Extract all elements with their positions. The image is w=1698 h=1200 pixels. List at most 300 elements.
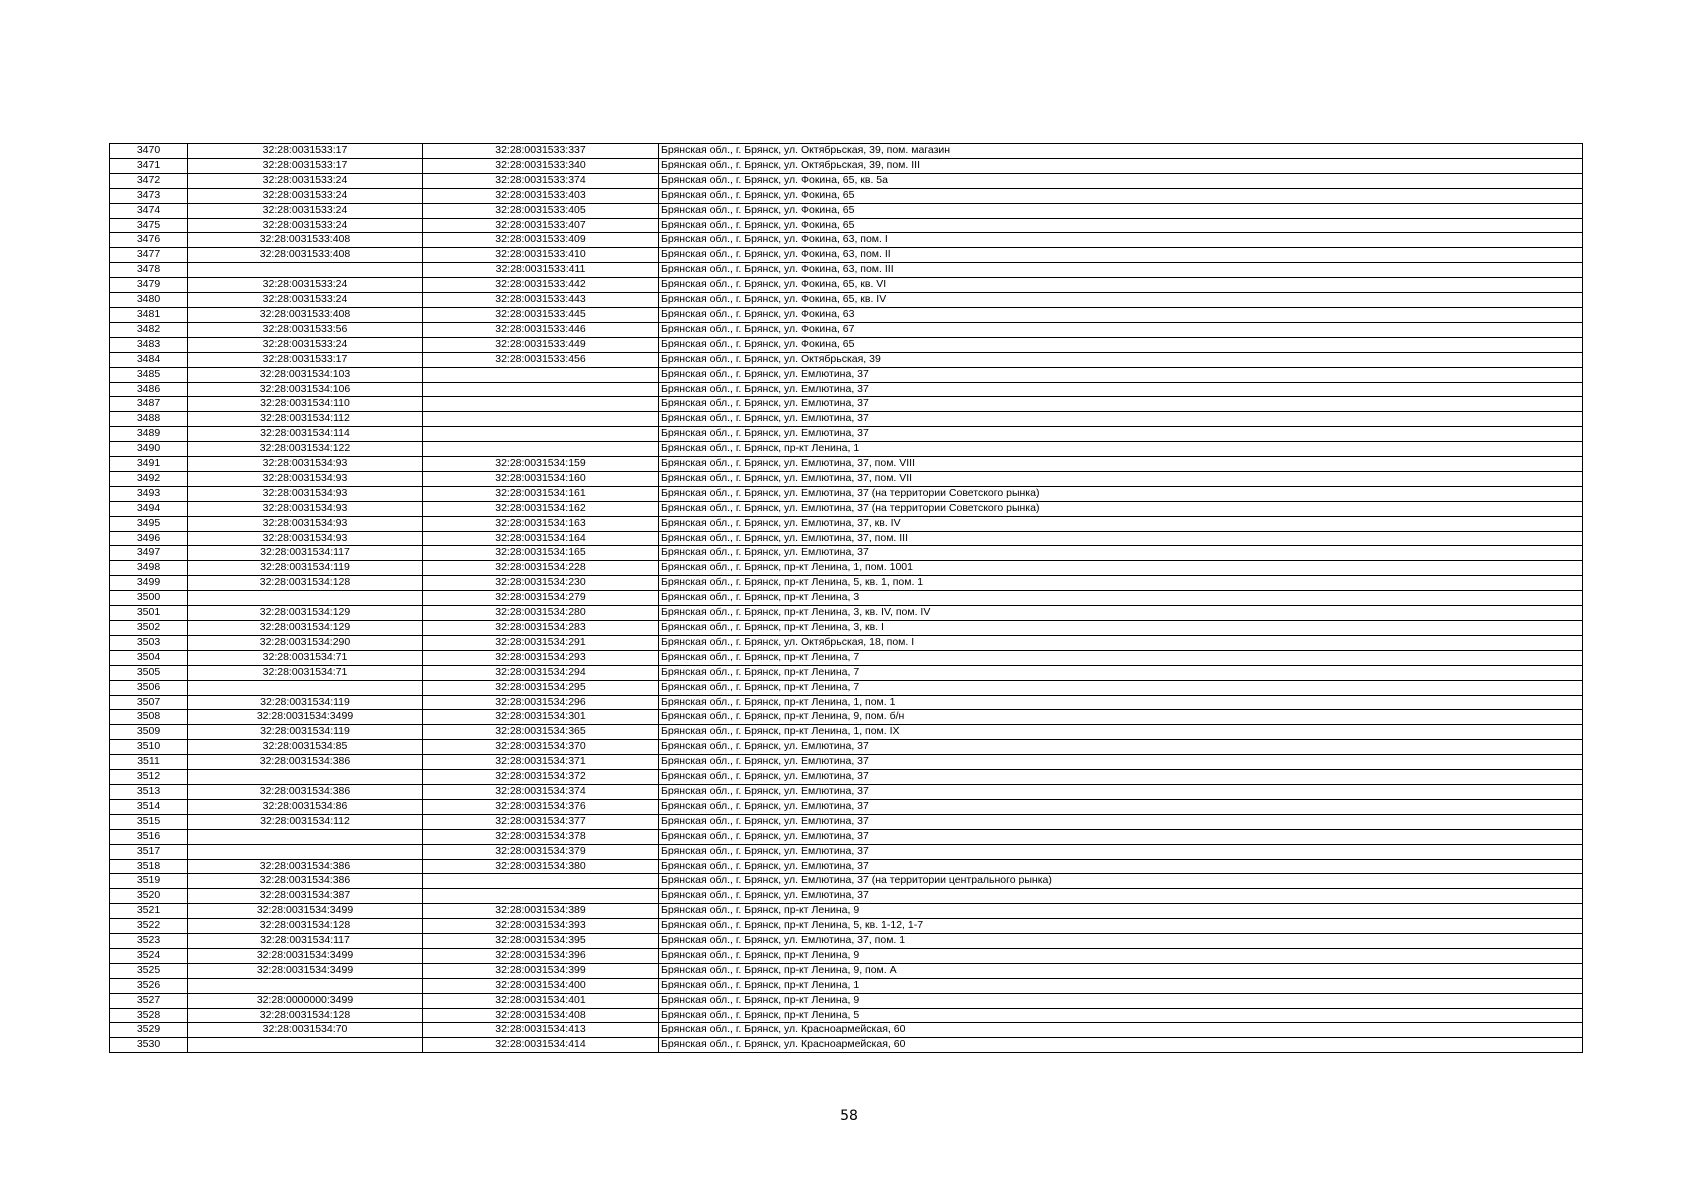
parcel-number-cell: 32:28:0031533:56 [188, 322, 423, 337]
parcel-number-cell [188, 591, 423, 606]
parcel-number-cell: 32:28:0031533:408 [188, 233, 423, 248]
object-number-cell: 32:28:0031533:403 [423, 188, 659, 203]
parcel-number-cell: 32:28:0031533:24 [188, 293, 423, 308]
row-number-cell: 3528 [110, 1008, 188, 1023]
row-number-cell: 3493 [110, 486, 188, 501]
table-row [110, 412, 1583, 427]
table-row [110, 889, 1583, 904]
address-cell: Брянская обл., г. Брянск, ул. Фокина, 63, пом. II [659, 248, 1583, 263]
table-row [110, 263, 1583, 278]
object-number-cell [423, 382, 659, 397]
object-number-cell [423, 412, 659, 427]
address-cell: Брянская обл., г. Брянск, пр-кт Ленина, 1 [659, 442, 1583, 457]
object-number-cell: 32:28:0031534:379 [423, 844, 659, 859]
row-number-cell: 3508 [110, 710, 188, 725]
object-number-cell: 32:28:0031534:365 [423, 725, 659, 740]
table-row [110, 1038, 1583, 1053]
table-row [110, 486, 1583, 501]
parcel-number-cell: 32:28:0031534:386 [188, 874, 423, 889]
object-number-cell: 32:28:0031534:160 [423, 471, 659, 486]
parcel-number-cell: 32:28:0031533:17 [188, 158, 423, 173]
address-cell: Брянская обл., г. Брянск, пр-кт Ленина, 3, кв. I [659, 621, 1583, 636]
object-number-cell: 32:28:0031534:413 [423, 1023, 659, 1038]
object-number-cell: 32:28:0031534:374 [423, 784, 659, 799]
object-number-cell: 32:28:0031534:162 [423, 501, 659, 516]
address-cell: Брянская обл., г. Брянск, ул. Фокина, 65 [659, 218, 1583, 233]
address-cell: Брянская обл., г. Брянск, ул. Емлютина, 37 [659, 814, 1583, 829]
parcel-number-cell [188, 844, 423, 859]
parcel-number-cell: 32:28:0031534:386 [188, 784, 423, 799]
row-number-cell: 3491 [110, 457, 188, 472]
address-cell: Брянская обл., г. Брянск, ул. Емлютина, 37 [659, 784, 1583, 799]
address-cell: Брянская обл., г. Брянск, ул. Фокина, 63, пом. III [659, 263, 1583, 278]
parcel-number-cell: 32:28:0031534:387 [188, 889, 423, 904]
object-number-cell: 32:28:0031534:395 [423, 934, 659, 949]
address-cell: Брянская обл., г. Брянск, пр-кт Ленина, 7 [659, 650, 1583, 665]
row-number-cell: 3513 [110, 784, 188, 799]
address-cell: Брянская обл., г. Брянск, ул. Емлютина, 37 [659, 859, 1583, 874]
row-number-cell: 3529 [110, 1023, 188, 1038]
address-cell: Брянская обл., г. Брянск, пр-кт Ленина, 5, кв. 1, пом. 1 [659, 576, 1583, 591]
object-number-cell: 32:28:0031534:396 [423, 948, 659, 963]
address-cell: Брянская обл., г. Брянск, ул. Емлютина, 37 [659, 367, 1583, 382]
table-row [110, 427, 1583, 442]
row-number-cell: 3503 [110, 635, 188, 650]
object-number-cell: 32:28:0031534:414 [423, 1038, 659, 1053]
parcel-number-cell: 32:28:0031534:129 [188, 606, 423, 621]
parcel-number-cell: 32:28:0031534:86 [188, 799, 423, 814]
table-row [110, 650, 1583, 665]
row-number-cell: 3525 [110, 963, 188, 978]
address-cell: Брянская обл., г. Брянск, ул. Емлютина, 37 [659, 546, 1583, 561]
address-cell: Брянская обл., г. Брянск, ул. Октябрьская, 18, пом. I [659, 635, 1583, 650]
row-number-cell: 3517 [110, 844, 188, 859]
row-number-cell: 3472 [110, 173, 188, 188]
address-cell: Брянская обл., г. Брянск, пр-кт Ленина, 1 [659, 978, 1583, 993]
address-cell: Брянская обл., г. Брянск, ул. Емлютина, 37 [659, 799, 1583, 814]
address-cell: Брянская обл., г. Брянск, ул. Емлютина, 37, пом. VIII [659, 457, 1583, 472]
address-cell: Брянская обл., г. Брянск, пр-кт Ленина, 9 [659, 993, 1583, 1008]
parcel-number-cell: 32:28:0031534:119 [188, 561, 423, 576]
object-number-cell: 32:28:0031534:399 [423, 963, 659, 978]
row-number-cell: 3485 [110, 367, 188, 382]
object-number-cell [423, 397, 659, 412]
address-cell: Брянская обл., г. Брянск, ул. Фокина, 65 [659, 188, 1583, 203]
address-cell: Брянская обл., г. Брянск, пр-кт Ленина, 3, кв. IV, пом. IV [659, 606, 1583, 621]
address-cell: Брянская обл., г. Брянск, ул. Фокина, 63, пом. I [659, 233, 1583, 248]
address-cell: Брянская обл., г. Брянск, ул. Емлютина, 37 (на территории Советского рынка) [659, 501, 1583, 516]
row-number-cell: 3471 [110, 158, 188, 173]
object-number-cell: 32:28:0031534:376 [423, 799, 659, 814]
parcel-number-cell: 32:28:0031533:17 [188, 352, 423, 367]
object-number-cell: 32:28:0031534:401 [423, 993, 659, 1008]
row-number-cell: 3492 [110, 471, 188, 486]
parcel-number-cell: 32:28:0031534:93 [188, 457, 423, 472]
address-cell: Брянская обл., г. Брянск, ул. Емлютина, 37 [659, 755, 1583, 770]
parcel-number-cell: 32:28:0031534:122 [188, 442, 423, 457]
row-number-cell: 3495 [110, 516, 188, 531]
parcel-number-cell: 32:28:0031533:408 [188, 248, 423, 263]
row-number-cell: 3520 [110, 889, 188, 904]
row-number-cell: 3505 [110, 665, 188, 680]
object-number-cell: 32:28:0031534:377 [423, 814, 659, 829]
address-cell: Брянская обл., г. Брянск, ул. Красноармейская, 60 [659, 1023, 1583, 1038]
address-cell: Брянская обл., г. Брянск, ул. Октябрьская, 39, пом. III [659, 158, 1583, 173]
table-row [110, 665, 1583, 680]
row-number-cell: 3502 [110, 621, 188, 636]
address-cell: Брянская обл., г. Брянск, ул. Фокина, 65, кв. VI [659, 278, 1583, 293]
object-number-cell: 32:28:0031534:371 [423, 755, 659, 770]
object-number-cell: 32:28:0031533:374 [423, 173, 659, 188]
parcel-number-cell: 32:28:0031534:112 [188, 412, 423, 427]
table-row [110, 1023, 1583, 1038]
object-number-cell: 32:28:0031533:410 [423, 248, 659, 263]
object-number-cell: 32:28:0031534:283 [423, 621, 659, 636]
address-cell: Брянская обл., г. Брянск, ул. Красноармейская, 60 [659, 1038, 1583, 1053]
row-number-cell: 3481 [110, 307, 188, 322]
parcel-number-cell [188, 680, 423, 695]
row-number-cell: 3486 [110, 382, 188, 397]
table-row [110, 934, 1583, 949]
object-number-cell: 32:28:0031534:161 [423, 486, 659, 501]
row-number-cell: 3500 [110, 591, 188, 606]
object-number-cell: 32:28:0031534:159 [423, 457, 659, 472]
parcel-number-cell: 32:28:0031534:110 [188, 397, 423, 412]
address-cell: Брянская обл., г. Брянск, ул. Емлютина, 37 [659, 412, 1583, 427]
address-cell: Брянская обл., г. Брянск, ул. Емлютина, 37 [659, 740, 1583, 755]
row-number-cell: 3489 [110, 427, 188, 442]
row-number-cell: 3510 [110, 740, 188, 755]
table-row [110, 710, 1583, 725]
address-cell: Брянская обл., г. Брянск, пр-кт Ленина, 3 [659, 591, 1583, 606]
table-row [110, 158, 1583, 173]
table-row [110, 948, 1583, 963]
address-cell: Брянская обл., г. Брянск, пр-кт Ленина, 1, пом. 1001 [659, 561, 1583, 576]
table-row [110, 606, 1583, 621]
row-number-cell: 3496 [110, 531, 188, 546]
table-row [110, 695, 1583, 710]
row-number-cell: 3499 [110, 576, 188, 591]
object-number-cell: 32:28:0031533:443 [423, 293, 659, 308]
parcel-number-cell: 32:28:0031534:119 [188, 725, 423, 740]
table-row [110, 278, 1583, 293]
row-number-cell: 3516 [110, 829, 188, 844]
table-row [110, 367, 1583, 382]
row-number-cell: 3473 [110, 188, 188, 203]
object-number-cell: 32:28:0031534:291 [423, 635, 659, 650]
table-row [110, 531, 1583, 546]
object-number-cell: 32:28:0031534:370 [423, 740, 659, 755]
row-number-cell: 3470 [110, 144, 188, 159]
table-row [110, 874, 1583, 889]
row-number-cell: 3523 [110, 934, 188, 949]
object-number-cell: 32:28:0031533:411 [423, 263, 659, 278]
parcel-number-cell: 32:28:0031534:3499 [188, 948, 423, 963]
table-row [110, 561, 1583, 576]
object-number-cell: 32:28:0031534:301 [423, 710, 659, 725]
object-number-cell: 32:28:0031534:280 [423, 606, 659, 621]
row-number-cell: 3526 [110, 978, 188, 993]
row-number-cell: 3476 [110, 233, 188, 248]
table-row [110, 635, 1583, 650]
object-number-cell: 32:28:0031533:407 [423, 218, 659, 233]
row-number-cell: 3475 [110, 218, 188, 233]
table-row [110, 725, 1583, 740]
row-number-cell: 3530 [110, 1038, 188, 1053]
object-number-cell: 32:28:0031534:164 [423, 531, 659, 546]
parcel-number-cell: 32:28:0031534:128 [188, 576, 423, 591]
parcel-number-cell: 32:28:0031534:103 [188, 367, 423, 382]
cadastral-table [109, 143, 1583, 1053]
address-cell: Брянская обл., г. Брянск, пр-кт Ленина, 9, пом. б/н [659, 710, 1583, 725]
parcel-number-cell: 32:28:0031534:112 [188, 814, 423, 829]
parcel-number-cell: 32:28:0031533:24 [188, 337, 423, 352]
table-row [110, 218, 1583, 233]
row-number-cell: 3524 [110, 948, 188, 963]
table-row [110, 904, 1583, 919]
address-cell: Брянская обл., г. Брянск, пр-кт Ленина, 1, пом. 1 [659, 695, 1583, 710]
row-number-cell: 3506 [110, 680, 188, 695]
object-number-cell: 32:28:0031534:408 [423, 1008, 659, 1023]
row-number-cell: 3504 [110, 650, 188, 665]
address-cell: Брянская обл., г. Брянск, ул. Емлютина, 37 [659, 770, 1583, 785]
object-number-cell: 32:28:0031533:409 [423, 233, 659, 248]
address-cell: Брянская обл., г. Брянск, ул. Фокина, 67 [659, 322, 1583, 337]
table-row [110, 829, 1583, 844]
row-number-cell: 3497 [110, 546, 188, 561]
object-number-cell: 32:28:0031534:230 [423, 576, 659, 591]
object-number-cell: 32:28:0031533:340 [423, 158, 659, 173]
address-cell: Брянская обл., г. Брянск, ул. Емлютина, 37 [659, 889, 1583, 904]
page-number: 58 [840, 1108, 858, 1124]
object-number-cell: 32:28:0031534:165 [423, 546, 659, 561]
table-body [110, 144, 1583, 1053]
row-number-cell: 3518 [110, 859, 188, 874]
parcel-number-cell: 32:28:0000000:3499 [188, 993, 423, 1008]
table-row [110, 397, 1583, 412]
table-row [110, 352, 1583, 367]
row-number-cell: 3498 [110, 561, 188, 576]
object-number-cell: 32:28:0031534:163 [423, 516, 659, 531]
parcel-number-cell: 32:28:0031534:129 [188, 621, 423, 636]
address-cell: Брянская обл., г. Брянск, ул. Емлютина, 37 [659, 844, 1583, 859]
parcel-number-cell: 32:28:0031534:93 [188, 501, 423, 516]
address-cell: Брянская обл., г. Брянск, ул. Фокина, 65, кв. IV [659, 293, 1583, 308]
parcel-number-cell: 32:28:0031533:24 [188, 188, 423, 203]
address-cell: Брянская обл., г. Брянск, пр-кт Ленина, 9 [659, 948, 1583, 963]
row-number-cell: 3519 [110, 874, 188, 889]
table-row [110, 516, 1583, 531]
table-row [110, 457, 1583, 472]
parcel-number-cell [188, 829, 423, 844]
address-cell: Брянская обл., г. Брянск, ул. Емлютина, 37 [659, 382, 1583, 397]
row-number-cell: 3479 [110, 278, 188, 293]
table-row [110, 203, 1583, 218]
parcel-number-cell: 32:28:0031533:17 [188, 144, 423, 159]
object-number-cell [423, 367, 659, 382]
row-number-cell: 3515 [110, 814, 188, 829]
address-cell: Брянская обл., г. Брянск, ул. Октябрьская, 39, пом. магазин [659, 144, 1583, 159]
table-row [110, 680, 1583, 695]
object-number-cell: 32:28:0031534:389 [423, 904, 659, 919]
address-cell: Брянская обл., г. Брянск, ул. Емлютина, 37 [659, 427, 1583, 442]
address-cell: Брянская обл., г. Брянск, пр-кт Ленина, 7 [659, 680, 1583, 695]
parcel-number-cell: 32:28:0031534:114 [188, 427, 423, 442]
object-number-cell: 32:28:0031533:337 [423, 144, 659, 159]
table-row [110, 814, 1583, 829]
row-number-cell: 3484 [110, 352, 188, 367]
object-number-cell: 32:28:0031534:228 [423, 561, 659, 576]
table-row [110, 546, 1583, 561]
parcel-number-cell: 32:28:0031533:24 [188, 173, 423, 188]
parcel-number-cell: 32:28:0031534:106 [188, 382, 423, 397]
table-row [110, 307, 1583, 322]
table-row [110, 784, 1583, 799]
parcel-number-cell [188, 263, 423, 278]
object-number-cell: 32:28:0031534:372 [423, 770, 659, 785]
object-number-cell: 32:28:0031534:295 [423, 680, 659, 695]
object-number-cell: 32:28:0031533:442 [423, 278, 659, 293]
row-number-cell: 3507 [110, 695, 188, 710]
table-row [110, 919, 1583, 934]
object-number-cell [423, 442, 659, 457]
table-row [110, 144, 1583, 159]
address-cell: Брянская обл., г. Брянск, ул. Фокина, 65, кв. 5а [659, 173, 1583, 188]
parcel-number-cell: 32:28:0031534:70 [188, 1023, 423, 1038]
address-cell: Брянская обл., г. Брянск, ул. Октябрьская, 39 [659, 352, 1583, 367]
address-cell: Брянская обл., г. Брянск, пр-кт Ленина, 5 [659, 1008, 1583, 1023]
table-row [110, 322, 1583, 337]
object-number-cell: 32:28:0031534:400 [423, 978, 659, 993]
table-row [110, 978, 1583, 993]
table-row [110, 471, 1583, 486]
parcel-number-cell: 32:28:0031534:93 [188, 531, 423, 546]
table-row [110, 844, 1583, 859]
parcel-number-cell: 32:28:0031534:71 [188, 665, 423, 680]
table-row [110, 188, 1583, 203]
table-row [110, 770, 1583, 785]
row-number-cell: 3521 [110, 904, 188, 919]
parcel-number-cell: 32:28:0031534:71 [188, 650, 423, 665]
object-number-cell: 32:28:0031533:446 [423, 322, 659, 337]
table-row [110, 233, 1583, 248]
object-number-cell: 32:28:0031533:405 [423, 203, 659, 218]
row-number-cell: 3509 [110, 725, 188, 740]
address-cell: Брянская обл., г. Брянск, пр-кт Ленина, 9, пом. А [659, 963, 1583, 978]
address-cell: Брянская обл., г. Брянск, пр-кт Ленина, 7 [659, 665, 1583, 680]
table-row [110, 576, 1583, 591]
row-number-cell: 3478 [110, 263, 188, 278]
object-number-cell: 32:28:0031534:294 [423, 665, 659, 680]
address-cell: Брянская обл., г. Брянск, ул. Емлютина, 37 (на территории центрального рынка) [659, 874, 1583, 889]
row-number-cell: 3487 [110, 397, 188, 412]
table-row [110, 799, 1583, 814]
parcel-number-cell: 32:28:0031534:128 [188, 919, 423, 934]
address-cell: Брянская обл., г. Брянск, пр-кт Ленина, 1, пом. IX [659, 725, 1583, 740]
row-number-cell: 3511 [110, 755, 188, 770]
address-cell: Брянская обл., г. Брянск, пр-кт Ленина, 9 [659, 904, 1583, 919]
address-cell: Брянская обл., г. Брянск, ул. Емлютина, 37, пом. 1 [659, 934, 1583, 949]
parcel-number-cell: 32:28:0031534:3499 [188, 904, 423, 919]
parcel-number-cell: 32:28:0031534:93 [188, 486, 423, 501]
parcel-number-cell: 32:28:0031534:386 [188, 755, 423, 770]
row-number-cell: 3512 [110, 770, 188, 785]
parcel-number-cell: 32:28:0031533:24 [188, 278, 423, 293]
object-number-cell: 32:28:0031534:279 [423, 591, 659, 606]
table-row [110, 501, 1583, 516]
row-number-cell: 3480 [110, 293, 188, 308]
row-number-cell: 3494 [110, 501, 188, 516]
parcel-number-cell: 32:28:0031534:117 [188, 934, 423, 949]
row-number-cell: 3474 [110, 203, 188, 218]
table-row [110, 337, 1583, 352]
parcel-number-cell [188, 1038, 423, 1053]
table-row [110, 993, 1583, 1008]
address-cell: Брянская обл., г. Брянск, пр-кт Ленина, 5, кв. 1-12, 1-7 [659, 919, 1583, 934]
parcel-number-cell: 32:28:0031534:3499 [188, 710, 423, 725]
parcel-number-cell: 32:28:0031534:85 [188, 740, 423, 755]
parcel-number-cell: 32:28:0031533:24 [188, 218, 423, 233]
row-number-cell: 3477 [110, 248, 188, 263]
table-row [110, 591, 1583, 606]
parcel-number-cell: 32:28:0031534:117 [188, 546, 423, 561]
table-row [110, 1008, 1583, 1023]
object-number-cell: 32:28:0031533:456 [423, 352, 659, 367]
table-row [110, 621, 1583, 636]
object-number-cell [423, 427, 659, 442]
row-number-cell: 3488 [110, 412, 188, 427]
parcel-number-cell: 32:28:0031534:290 [188, 635, 423, 650]
row-number-cell: 3501 [110, 606, 188, 621]
address-cell: Брянская обл., г. Брянск, ул. Емлютина, 37, пом. VII [659, 471, 1583, 486]
parcel-number-cell [188, 978, 423, 993]
table-row [110, 248, 1583, 263]
row-number-cell: 3514 [110, 799, 188, 814]
object-number-cell [423, 874, 659, 889]
address-cell: Брянская обл., г. Брянск, ул. Емлютина, 37 (на территории Советского рынка) [659, 486, 1583, 501]
parcel-number-cell: 32:28:0031534:3499 [188, 963, 423, 978]
row-number-cell: 3483 [110, 337, 188, 352]
address-cell: Брянская обл., г. Брянск, ул. Емлютина, 37, кв. IV [659, 516, 1583, 531]
object-number-cell: 32:28:0031534:380 [423, 859, 659, 874]
object-number-cell: 32:28:0031534:393 [423, 919, 659, 934]
table-row [110, 382, 1583, 397]
address-cell: Брянская обл., г. Брянск, ул. Фокина, 63 [659, 307, 1583, 322]
table-row [110, 293, 1583, 308]
parcel-number-cell: 32:28:0031534:93 [188, 516, 423, 531]
object-number-cell: 32:28:0031534:296 [423, 695, 659, 710]
object-number-cell: 32:28:0031534:293 [423, 650, 659, 665]
row-number-cell: 3490 [110, 442, 188, 457]
address-cell: Брянская обл., г. Брянск, ул. Емлютина, 37 [659, 829, 1583, 844]
parcel-number-cell: 32:28:0031533:24 [188, 203, 423, 218]
table-row [110, 740, 1583, 755]
parcel-number-cell [188, 770, 423, 785]
parcel-number-cell: 32:28:0031534:128 [188, 1008, 423, 1023]
parcel-number-cell: 32:28:0031534:93 [188, 471, 423, 486]
table-row [110, 442, 1583, 457]
table-row [110, 963, 1583, 978]
row-number-cell: 3527 [110, 993, 188, 1008]
row-number-cell: 3522 [110, 919, 188, 934]
parcel-number-cell: 32:28:0031533:408 [188, 307, 423, 322]
object-number-cell [423, 889, 659, 904]
table-row [110, 859, 1583, 874]
object-number-cell: 32:28:0031533:445 [423, 307, 659, 322]
address-cell: Брянская обл., г. Брянск, ул. Фокина, 65 [659, 337, 1583, 352]
address-cell: Брянская обл., г. Брянск, ул. Фокина, 65 [659, 203, 1583, 218]
table-row [110, 755, 1583, 770]
